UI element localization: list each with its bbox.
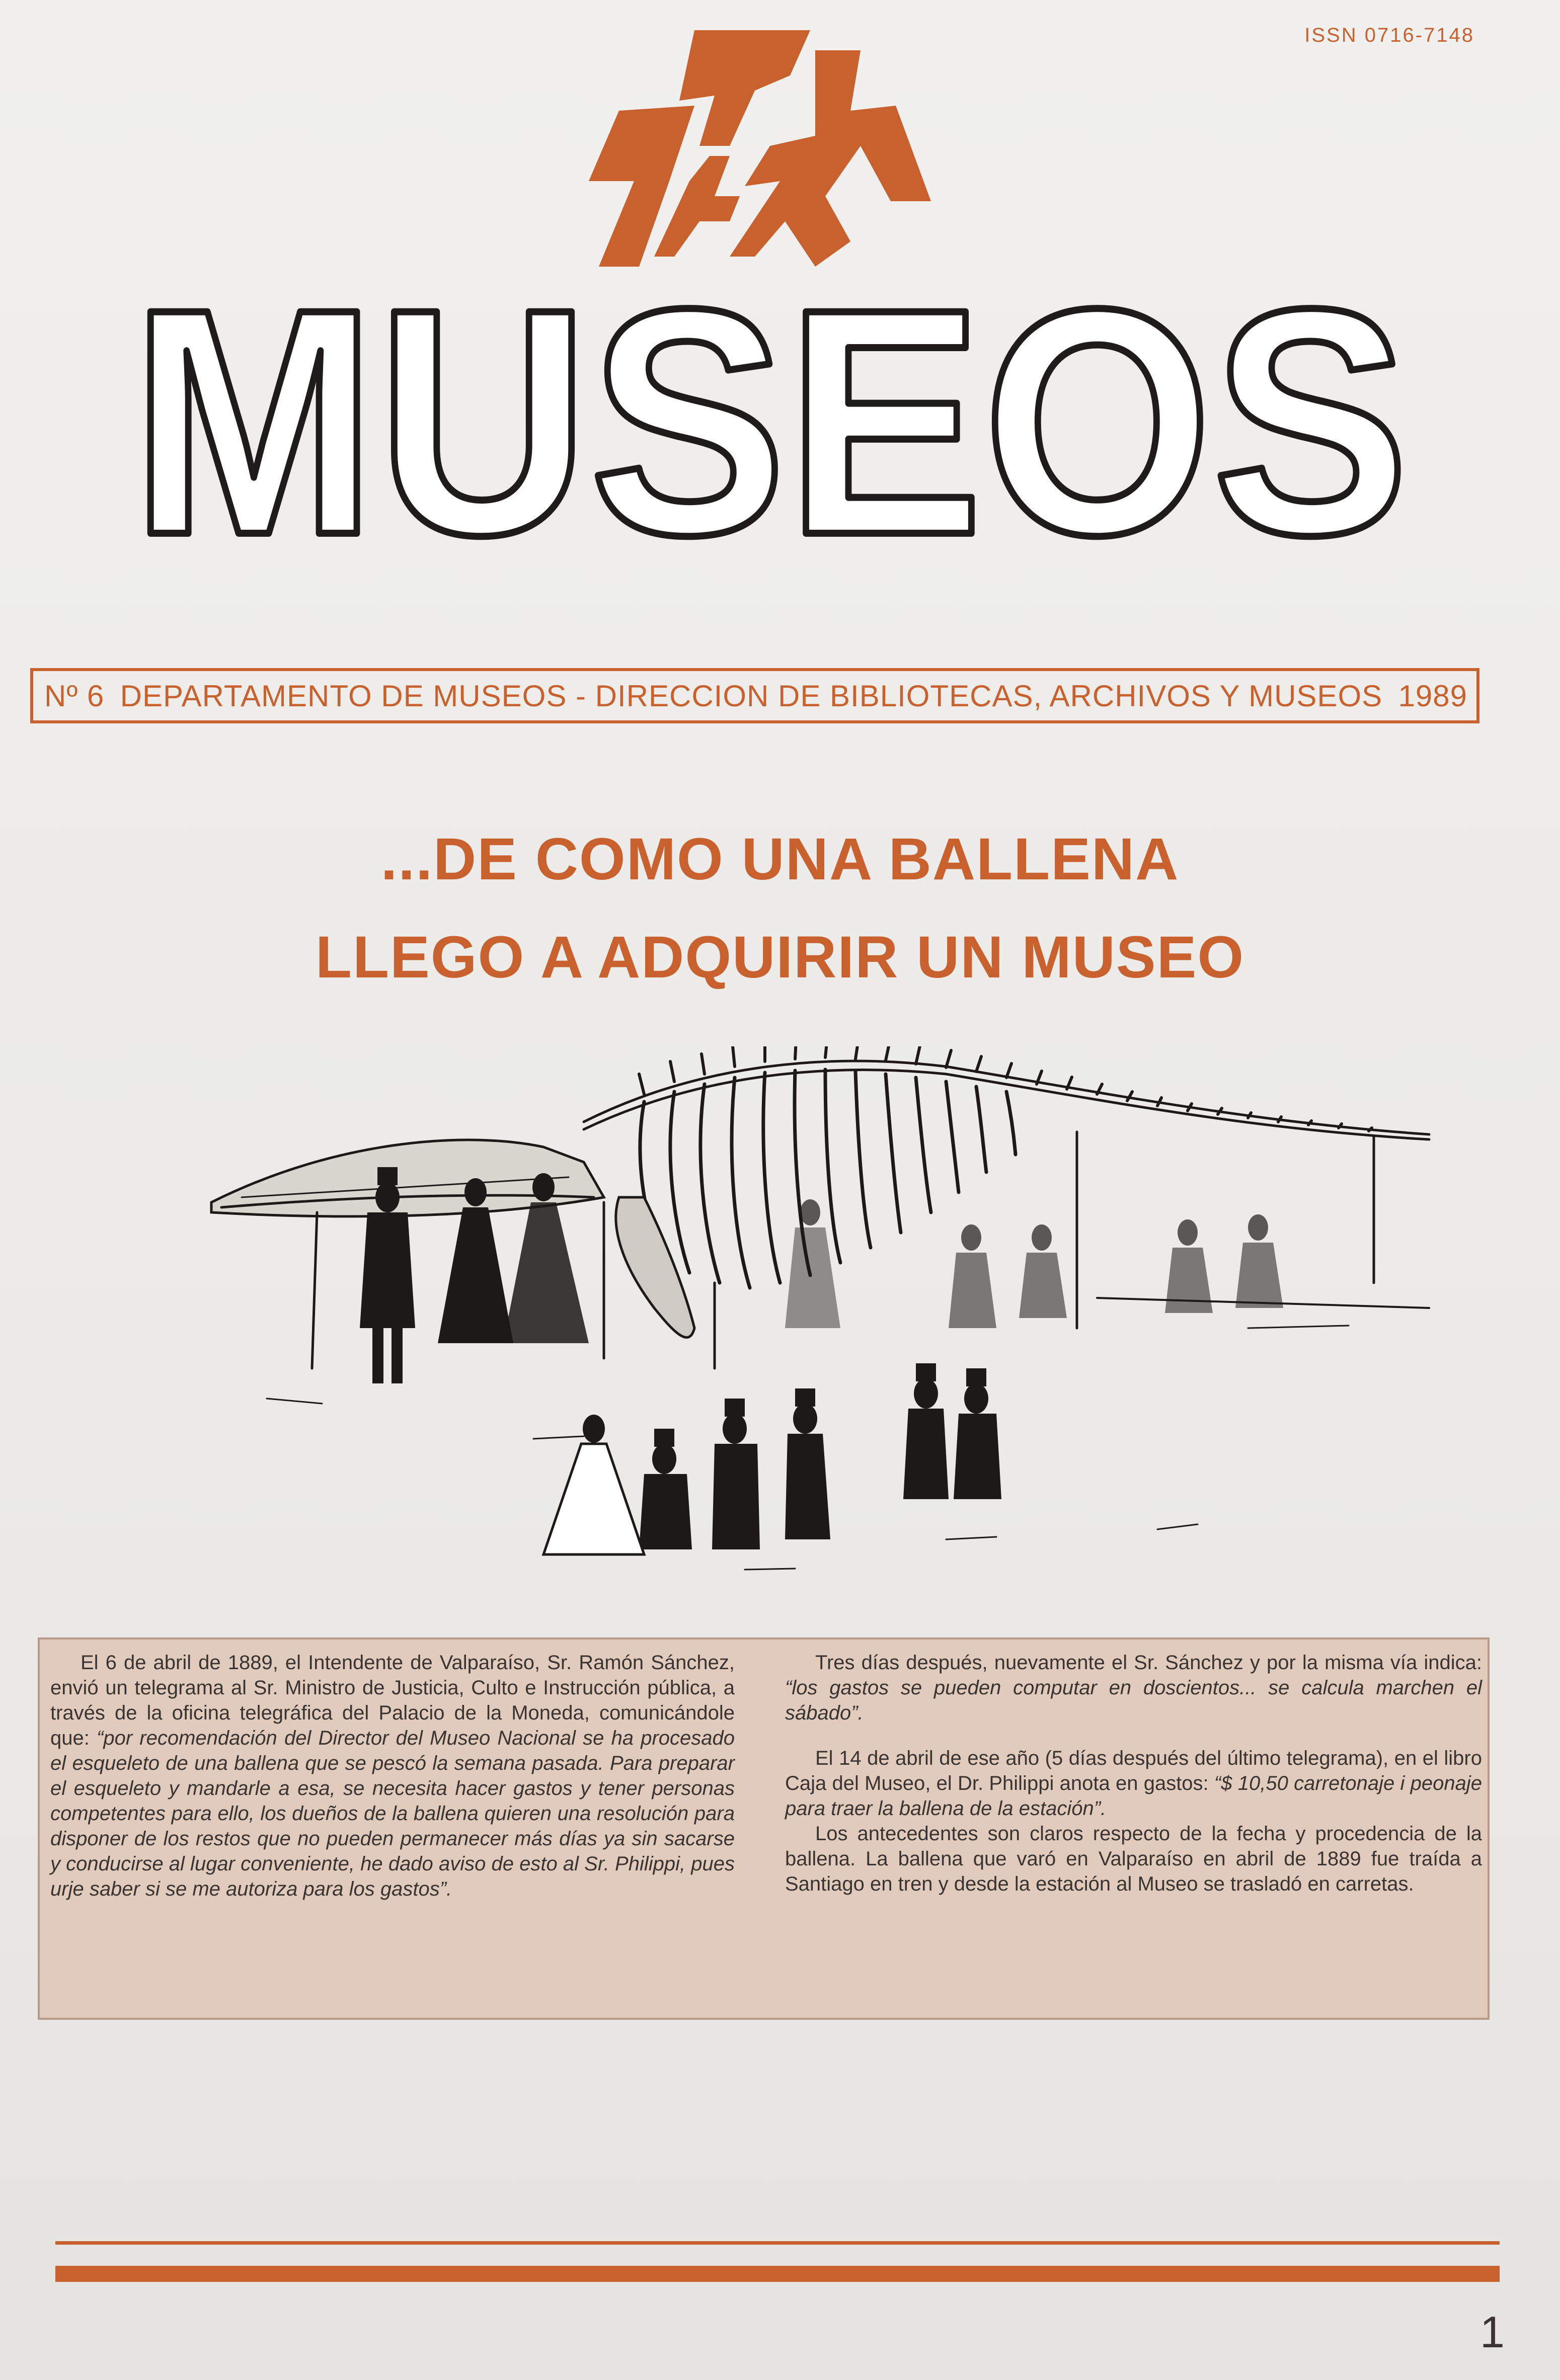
article-paragraph xyxy=(785,1746,1482,1821)
telegram-quote: “por recomendación del Director del Museo Nacional se ha procesado el esqueleto de una ballena que se pescó la semana pasada. Para preparar el esqueleto y mandarle a esa, se necesita hacer gastos y tener personas competentes para ello, los dueños de la ballena quieren una resolución para disponer de los restos que no pueden permanecer más días ya sin sacarse y conducirse al lugar conveniente, he dado aviso de esto al Sr. Philippi, pues urje saber si se me autoriza para los gastos”. xyxy=(50,1727,735,1900)
article-paragraph xyxy=(50,1650,735,1902)
masthead-text: MUSEOS xyxy=(131,282,1409,553)
masthead-title xyxy=(126,282,1414,553)
article-column-1 xyxy=(50,1650,735,1922)
whale-skeleton-illustration xyxy=(191,1046,1479,1600)
article-column-2 xyxy=(785,1650,1482,1917)
expense-quote: “$ 10,50 carretonaje i peonaje para traer la ballena de la estación”. xyxy=(785,1772,1482,1820)
department-label: DEPARTAMENTO DE MUSEOS - DIRECCION DE BIBLIOTECAS, ARCHIVOS Y MUSEOS xyxy=(120,679,1383,713)
paragraph-text: El 14 de abril de ese año (5 días después del último telegrama), en el libro Caja del Museo, el Dr. Philippi anota en gastos: xyxy=(785,1747,1482,1794)
issue-year: 1989 xyxy=(1398,679,1467,713)
article-paragraph: Los antecedentes son claros respecto de la fecha y procedencia de la ballena. La ballena que varó en Valparaíso en abril de 1889 fue traída a Santiago en tren y desde la estación al Museo se trasladó en carretas. xyxy=(785,1823,1482,1895)
stylized-bird-logo-icon xyxy=(579,30,931,267)
issue-strip xyxy=(30,668,1479,723)
footer-thick-rule xyxy=(55,2266,1500,2282)
issn-label: ISSN 0716-7148 xyxy=(1304,24,1474,46)
article-paragraph xyxy=(785,1650,1482,1726)
telegram-quote: “los gastos se pueden computar en doscientos... se calcula marchen el sábado”. xyxy=(785,1677,1482,1724)
footer-thin-rule xyxy=(55,2241,1500,2245)
paragraph-text: Tres días después, nuevamente el Sr. Sánchez y por la misma vía indica: xyxy=(815,1652,1482,1674)
paragraph-text: El 6 de abril de 1889, el Intendente de Valparaíso, Sr. Ramón Sánchez, envió un telegrama al Sr. Ministro de Justicia, Culto e Instrucción pública, a través de la oficina telegráfica del Palacio de la Moneda, comunicándole que: xyxy=(50,1652,735,1749)
headline-line-1: ...DE COMO UNA BALLENA xyxy=(380,826,1180,892)
issue-number: Nº 6 xyxy=(44,679,105,713)
page-number: 1 xyxy=(1480,2307,1505,2357)
headline-line-2: LLEGO A ADQUIRIR UN MUSEO xyxy=(315,924,1245,991)
